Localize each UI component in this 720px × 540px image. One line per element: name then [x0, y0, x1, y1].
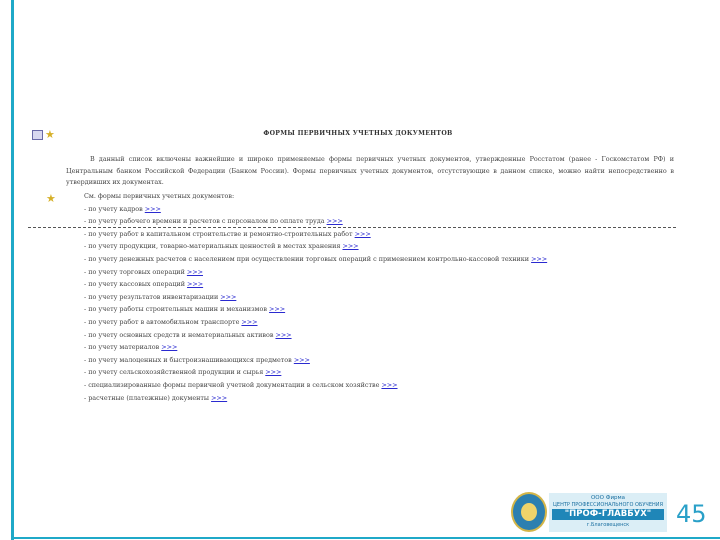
- more-link[interactable]: >>>: [342, 242, 359, 251]
- list-item: - по учету кадров >>>: [84, 204, 161, 213]
- more-link[interactable]: >>>: [187, 280, 204, 289]
- star-icon: ★: [45, 128, 55, 141]
- bullet-marker: [32, 130, 55, 141]
- list-item: - специализированные формы первичной учетной документации в сельском хозяйстве >>>: [84, 380, 398, 389]
- dashed-divider: [28, 227, 676, 228]
- more-link[interactable]: >>>: [531, 254, 548, 263]
- list-item: - по учету малоценных и быстроизнашивающихся предметов >>>: [84, 355, 310, 364]
- more-link[interactable]: >>>: [293, 355, 310, 364]
- document-area: [28, 126, 688, 402]
- bottom-accent-line: [11, 537, 720, 539]
- list-item: - по учету работ в капитальном строительстве и ремонтно-строительных работ >>>: [84, 229, 371, 238]
- bullet-marker: [46, 194, 56, 205]
- list-item: - по учету работ в автомобильном транспорте >>>: [84, 317, 258, 326]
- more-link[interactable]: >>>: [220, 292, 237, 301]
- left-accent-bar: [11, 0, 14, 540]
- list-item: - по учету продукции, товарно-материальных ценностей в местах хранения >>>: [84, 242, 359, 251]
- list-item: - расчетные (платежные) документы >>>: [84, 393, 228, 402]
- list-item: - по учету сельскохозяйственной продукции и сырья >>>: [84, 368, 282, 377]
- list-item: - по учету работы строительных машин и механизмов >>>: [84, 305, 286, 314]
- more-link[interactable]: >>>: [265, 368, 282, 377]
- more-link[interactable]: >>>: [241, 317, 258, 326]
- list-item: - по учету результатов инвентаризации >>>: [84, 292, 237, 301]
- more-link[interactable]: >>>: [381, 380, 398, 389]
- more-link[interactable]: >>>: [275, 330, 292, 339]
- list-item: - по учету кассовых операций >>>: [84, 280, 204, 289]
- list-item: - по учету рабочего времени и расчетов с персоналом по оплате труда >>>: [84, 217, 343, 226]
- more-link[interactable]: >>>: [144, 204, 161, 213]
- intro-paragraph: В данный список включены важнейшие и широко применяемые формы первичных учетных документов, утвержденные Росстатом (ранее - Госкомстатом РФ) и Центральным банком Российской Федерации (Банком России). Формы первичных учетных документов, отсутствующие в данном списке, можно найти непосредственно в утвердивших их документах.: [66, 155, 674, 186]
- company-logo: [511, 492, 669, 536]
- document-title: ФОРМЫ ПЕРВИЧНЫХ УЧЕТНЫХ ДОКУМЕНТОВ: [263, 130, 453, 137]
- more-link[interactable]: >>>: [354, 229, 371, 238]
- more-link[interactable]: >>>: [211, 393, 228, 402]
- seal-emblem-icon: [511, 492, 547, 532]
- more-link[interactable]: >>>: [326, 217, 343, 226]
- logo-line2: ЦЕНТР ПРОФЕССИОНАЛЬНОГО ОБУЧЕНИЯ: [553, 502, 663, 508]
- list-item: - по учету денежных расчетов с населением при осуществлении торговых операций с применением контрольно-кассовой техники >>>: [84, 254, 548, 263]
- star-icon: ★: [46, 192, 56, 205]
- logo-brand: "ПРОФ-ГЛАВБУХ": [552, 509, 664, 520]
- page-number: 45: [676, 500, 707, 528]
- list-item: - по учету основных средств и нематериальных активов >>>: [84, 330, 292, 339]
- logo-line4: г.Благовещенск: [586, 522, 630, 528]
- forms-list: [84, 190, 644, 404]
- list-item: - по учету торговых операций >>>: [84, 267, 203, 276]
- list-heading: См. формы первичных учетных документов:: [84, 192, 235, 200]
- more-link[interactable]: >>>: [269, 305, 286, 314]
- more-link[interactable]: >>>: [186, 267, 203, 276]
- list-item: - по учету материалов >>>: [84, 343, 178, 352]
- note-icon: [32, 130, 43, 140]
- logo-banner: [549, 493, 667, 532]
- logo-line1: ООО Фирма: [590, 495, 626, 501]
- more-link[interactable]: >>>: [161, 343, 178, 352]
